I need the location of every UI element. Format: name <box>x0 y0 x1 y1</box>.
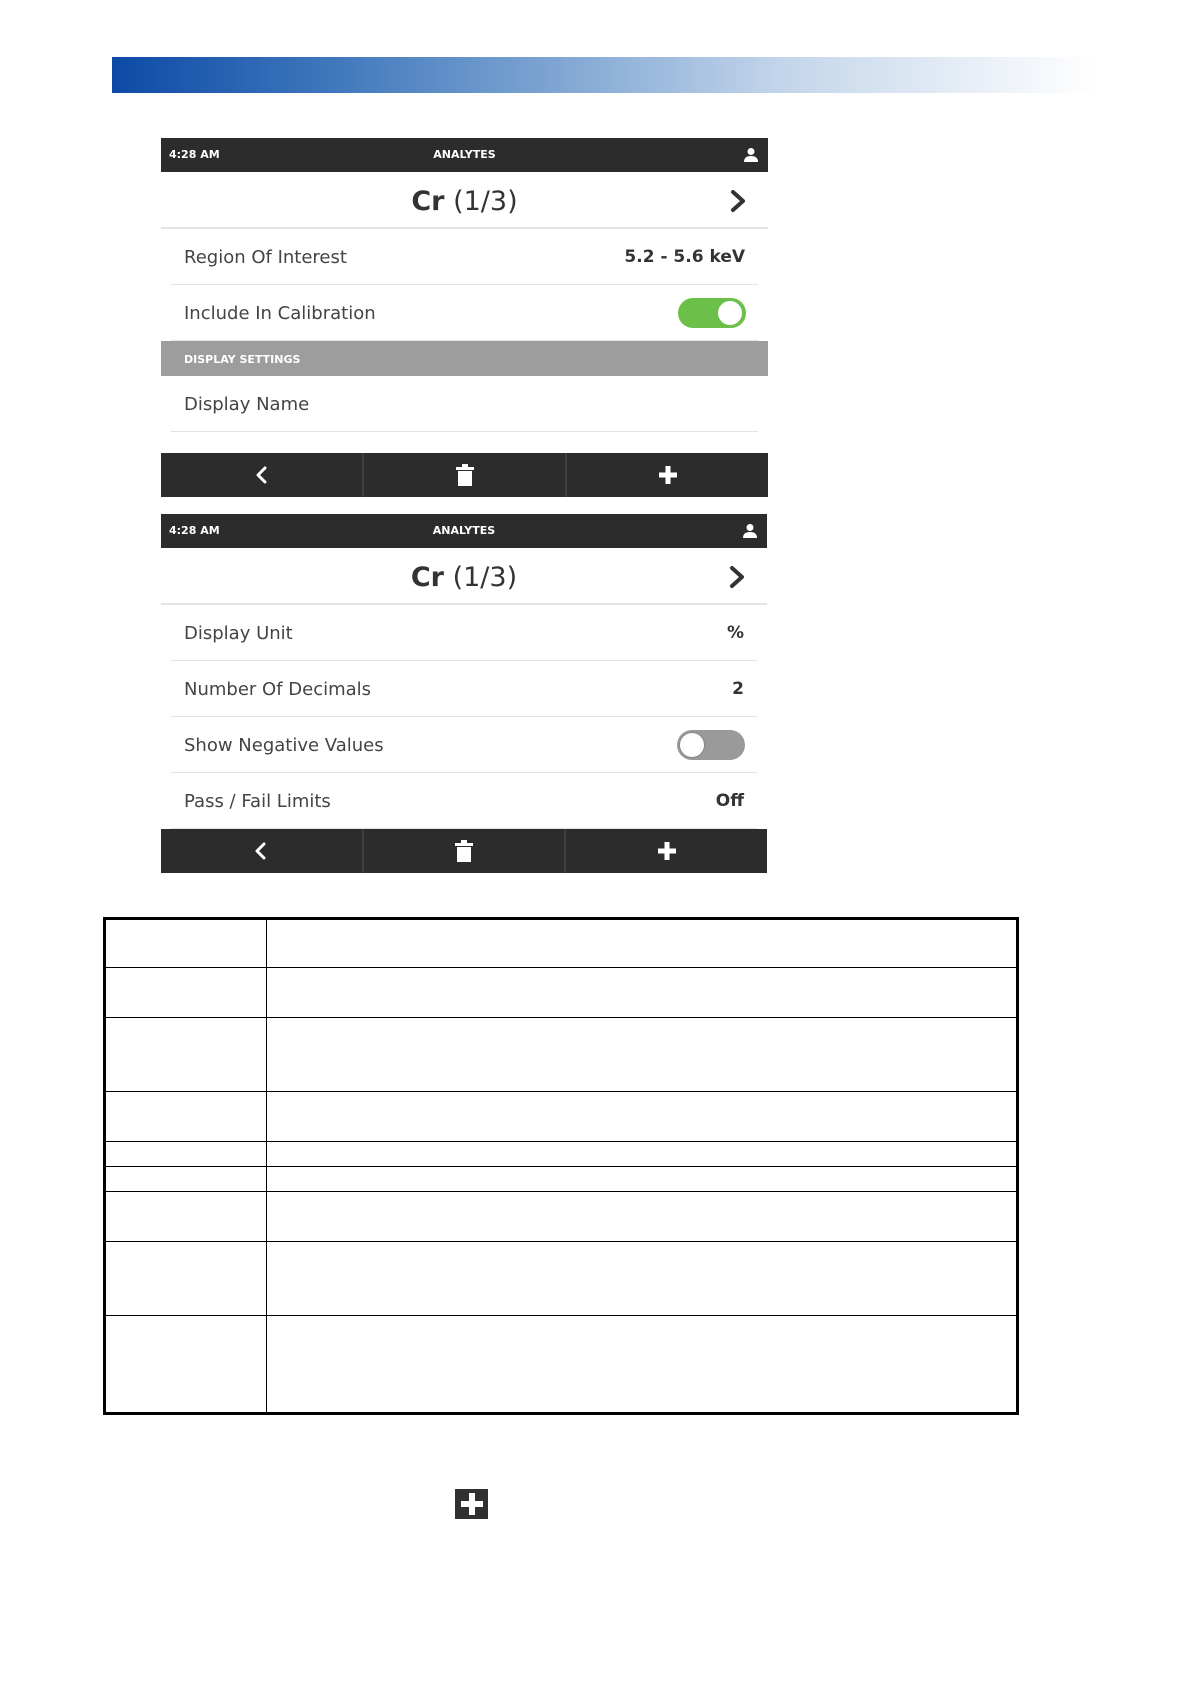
back-button[interactable] <box>161 829 364 873</box>
table-cell <box>105 1018 267 1092</box>
row-value: 2 <box>732 679 744 699</box>
table-cell <box>267 919 1018 968</box>
table-cell <box>267 1092 1018 1142</box>
table-cell <box>105 1316 267 1414</box>
status-time: 4:28 AM <box>169 524 220 537</box>
plus-icon <box>658 842 676 860</box>
table-cell <box>267 1167 1018 1192</box>
plus-icon <box>461 1493 483 1515</box>
table-cell <box>267 1316 1018 1414</box>
chevron-right-icon[interactable] <box>728 189 748 213</box>
status-title: ANALYTES <box>432 524 496 537</box>
table-row <box>105 1167 1018 1192</box>
analyte-element: Cr <box>410 562 444 593</box>
table-cell <box>105 1167 267 1192</box>
analyte-title-bar <box>161 548 767 605</box>
bottom-toolbar <box>161 829 767 873</box>
row-value: 5.2 - 5.6 keV <box>624 247 745 267</box>
row-label: Show Negative Values <box>184 735 384 756</box>
status-bar <box>161 514 767 548</box>
include-in-calibration-toggle[interactable] <box>678 298 746 328</box>
table-row <box>105 968 1018 1018</box>
analytes-screen-2 <box>161 514 767 873</box>
table-cell <box>267 1242 1018 1316</box>
table-row <box>105 1192 1018 1242</box>
row-label: Include In Calibration <box>184 303 376 324</box>
row-value: % <box>726 623 744 643</box>
table-row <box>105 1316 1018 1414</box>
analyte-element: Cr <box>411 186 445 217</box>
row-label: Pass / Fail Limits <box>184 791 331 812</box>
section-label: DISPLAY SETTINGS <box>184 353 301 366</box>
number-of-decimals-row[interactable] <box>171 661 757 717</box>
trash-icon <box>455 840 473 862</box>
table-cell <box>105 1092 267 1142</box>
analyte-title <box>161 562 767 593</box>
table-cell <box>267 968 1018 1018</box>
table-cell <box>105 1142 267 1167</box>
status-bar <box>161 138 768 172</box>
show-negative-values-row <box>171 717 757 773</box>
row-value: Off <box>715 791 744 811</box>
analyte-title <box>161 186 768 217</box>
analyte-title-bar <box>161 172 768 229</box>
table-row <box>105 1018 1018 1092</box>
trash-icon <box>456 464 474 486</box>
user-icon[interactable] <box>743 523 757 539</box>
row-label: Display Name <box>184 394 310 415</box>
bottom-toolbar <box>161 453 768 497</box>
delete-button[interactable] <box>364 829 567 873</box>
row-label: Number Of Decimals <box>184 679 372 700</box>
display-settings-section <box>161 341 768 376</box>
table-cell <box>267 1018 1018 1092</box>
user-icon[interactable] <box>744 147 758 163</box>
row-label: Region Of Interest <box>184 247 347 268</box>
chevron-left-icon <box>255 466 269 484</box>
include-in-calibration-row <box>171 285 758 341</box>
status-title: ANALYTES <box>433 148 496 161</box>
delete-button[interactable] <box>364 453 567 497</box>
plus-icon <box>659 466 677 484</box>
region-of-interest-row[interactable] <box>171 229 758 285</box>
display-unit-row[interactable] <box>171 605 757 661</box>
table-cell <box>105 1242 267 1316</box>
table-cell <box>105 1192 267 1242</box>
add-icon-illustration <box>455 1489 488 1519</box>
show-negative-values-toggle[interactable] <box>677 730 745 760</box>
back-button[interactable] <box>161 453 364 497</box>
row-label: Display Unit <box>184 623 293 644</box>
toggle-knob <box>679 732 705 758</box>
analyte-counter: (1/3) <box>452 562 518 593</box>
toggle-knob <box>718 301 742 325</box>
add-button[interactable] <box>567 453 768 497</box>
add-button[interactable] <box>566 829 767 873</box>
pass-fail-limits-row[interactable] <box>171 773 757 829</box>
table-row <box>105 1142 1018 1167</box>
status-time: 4:28 AM <box>169 148 220 161</box>
spacer <box>161 432 768 453</box>
analytes-screen-1 <box>161 138 768 497</box>
table-row <box>105 1242 1018 1316</box>
table-cell <box>105 968 267 1018</box>
chevron-right-icon[interactable] <box>727 565 747 589</box>
settings-description-table <box>103 917 1019 1415</box>
page-header-band <box>112 57 1096 93</box>
table-cell <box>105 919 267 968</box>
table-cell <box>267 1142 1018 1167</box>
table-row <box>105 919 1018 968</box>
analyte-counter: (1/3) <box>453 186 518 217</box>
table-cell <box>267 1192 1018 1242</box>
table-row <box>105 1092 1018 1142</box>
chevron-left-icon <box>254 842 268 860</box>
display-name-row[interactable] <box>171 376 758 432</box>
